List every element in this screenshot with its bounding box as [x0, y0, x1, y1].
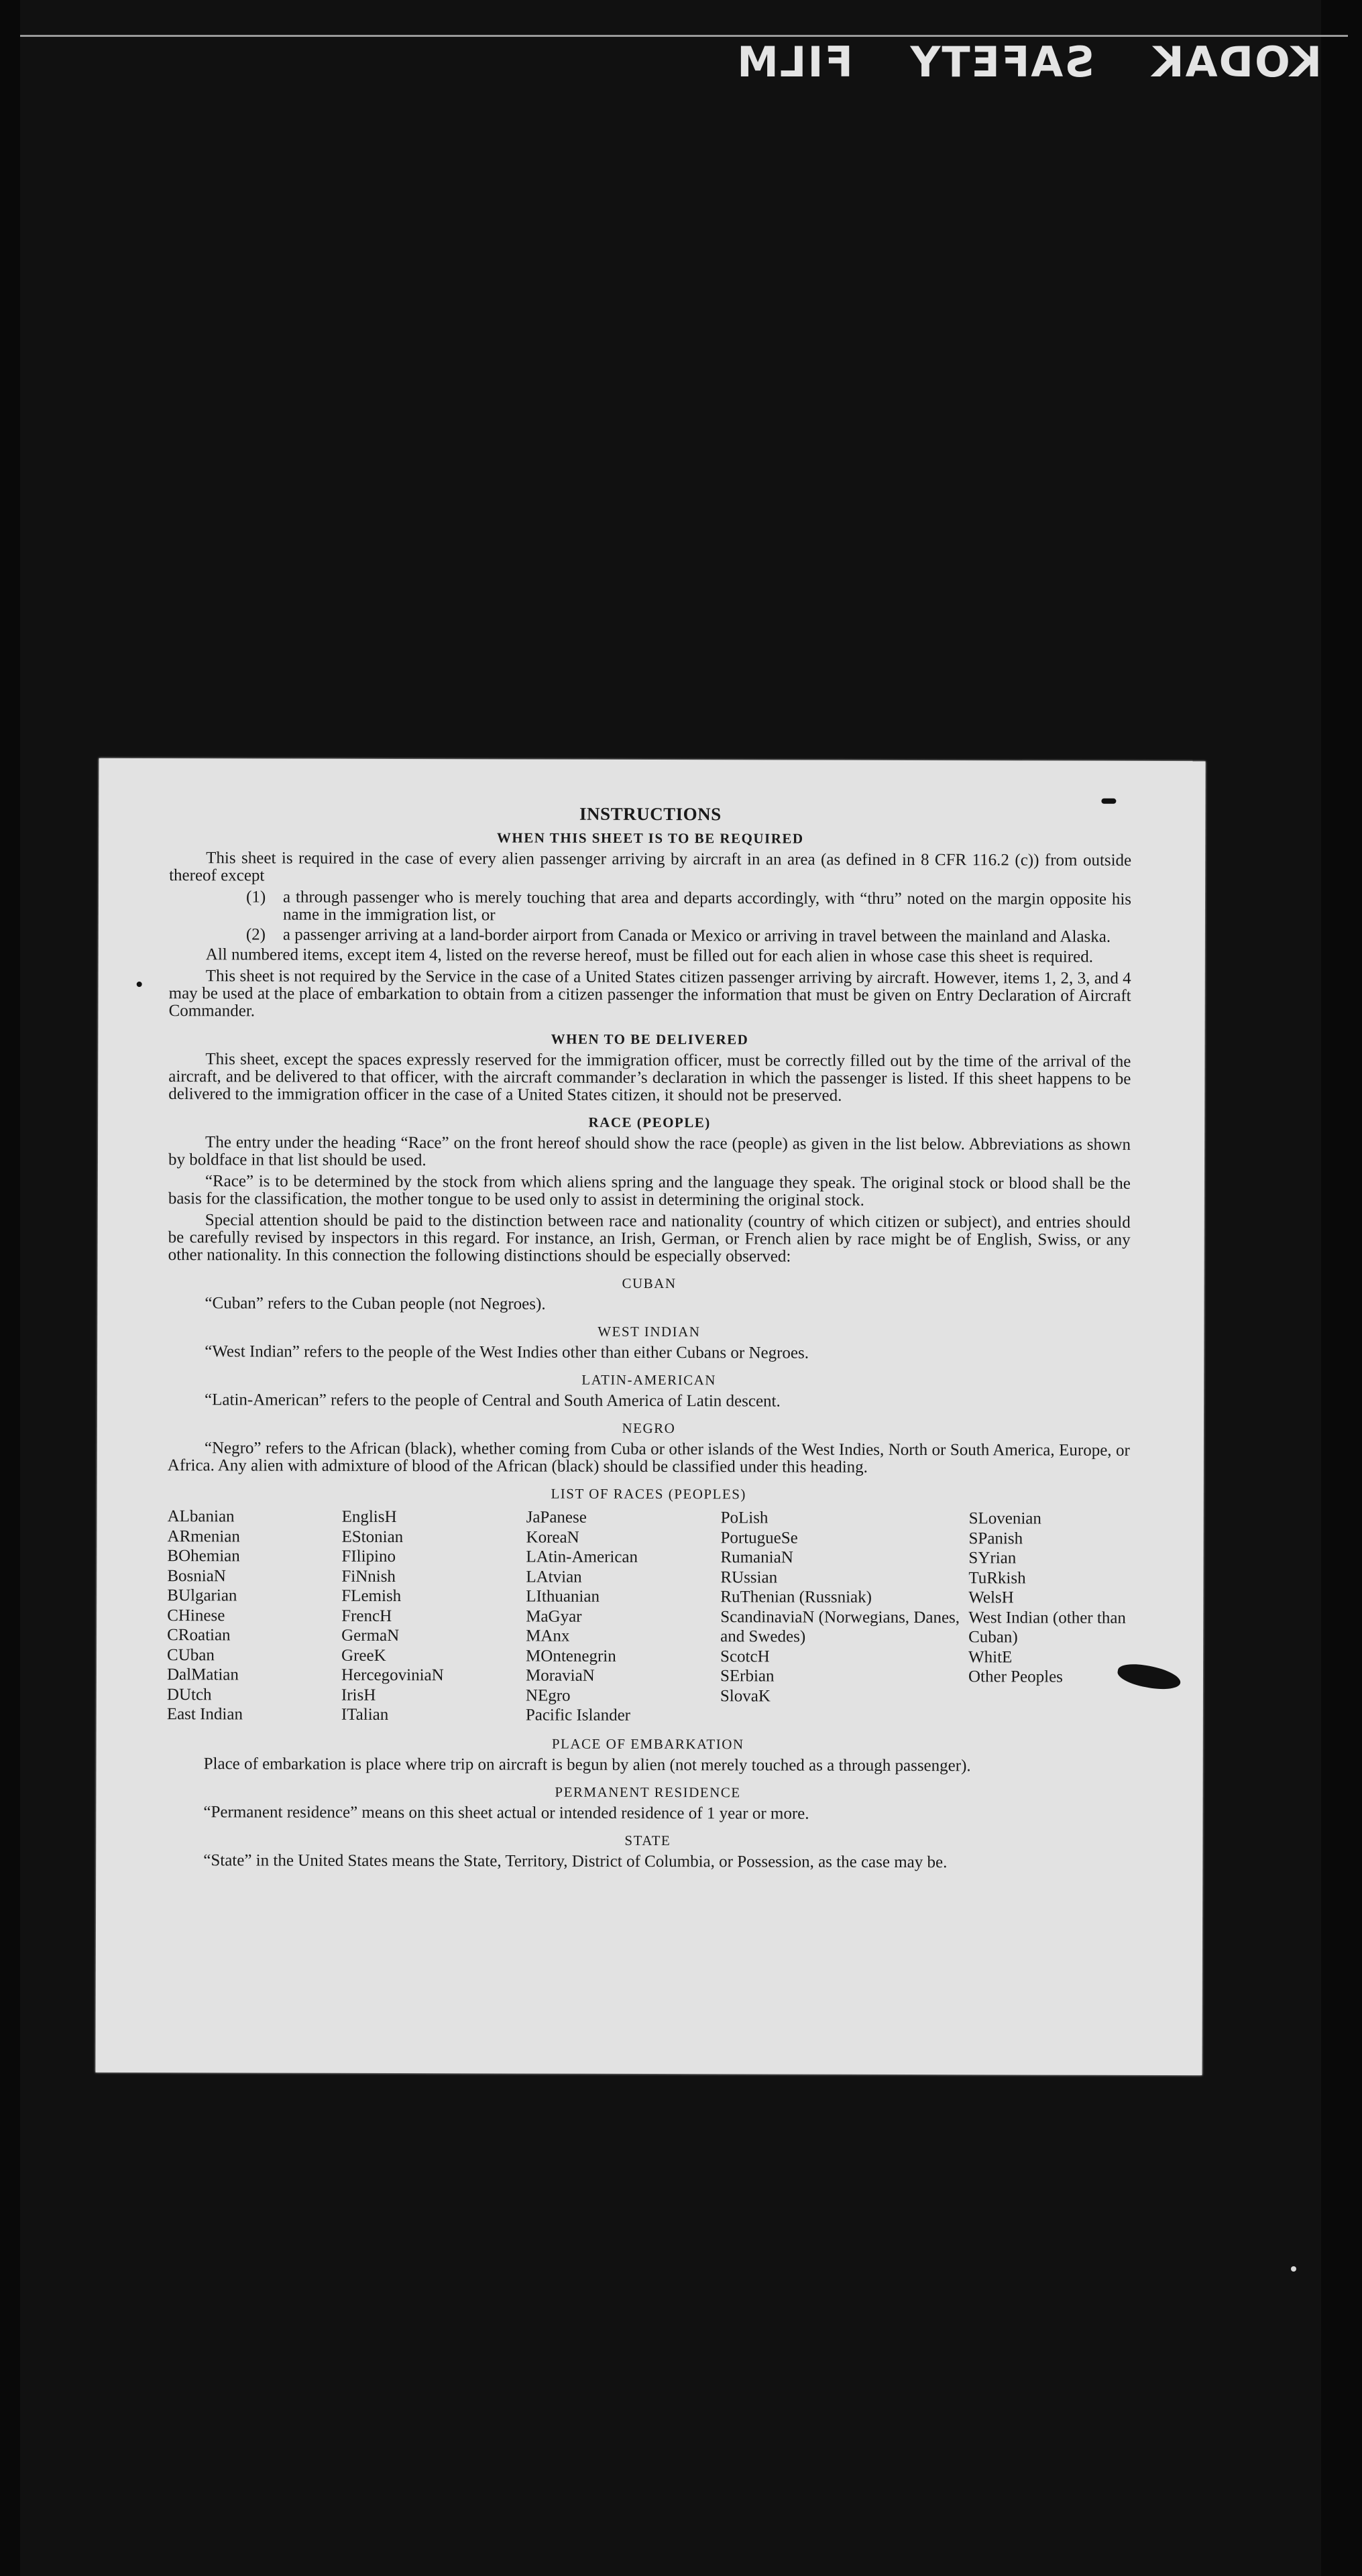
race-entry: Other Peoples [968, 1667, 1063, 1686]
race-entry: ALbanian [167, 1507, 235, 1526]
race-entry: ScandinaviaN (Norwegians, Danes, and Swedes) [720, 1607, 960, 1646]
paragraph: The entry under the heading “Race” on the front hereof should show the race (people) as given in the list below. Abbreviations as shown by boldface in that list should be used. [168, 1133, 1131, 1170]
race-entry: FrencH [341, 1606, 392, 1625]
race-entry: TuRkish [968, 1568, 1026, 1587]
race-column [720, 1508, 969, 1726]
race-entry: LAtvian [526, 1568, 582, 1586]
exception-item [246, 926, 1131, 945]
race-entry: FIlipino [341, 1547, 396, 1566]
paragraph: All numbered items, except item 4, listed on the reverse hereof, must be filled out for each alien in whose case this sheet is required. [205, 945, 1094, 966]
race-entry: SErbian [720, 1667, 775, 1686]
race-entry: MOntenegrin [526, 1647, 616, 1665]
ink-speck [137, 982, 142, 987]
exception-item [246, 888, 1131, 925]
race-entry: BosniaN [167, 1566, 226, 1585]
film-edge-line [20, 35, 1348, 37]
paragraph: “Cuban” refers to the Cuban people (not Negroes). [205, 1294, 546, 1313]
race-entry: SYrian [968, 1549, 1017, 1568]
race-entry: DUtch [166, 1685, 212, 1704]
paragraph: Special attention should be paid to the distinction between race and nationality (country of which citizen or subject), and entries should be carefully revised by inspectors in this regard. For instance, an Irish, German, or French alien by race might be of English, Swiss, or any other nationality. In this connection the following distinctions should be especially observed: [168, 1211, 1131, 1266]
race-column [341, 1507, 526, 1725]
race-entry: EnglisH [341, 1507, 397, 1527]
race-column [968, 1509, 1130, 1726]
race-entry: PortugueSe [720, 1528, 798, 1547]
paragraph: “Latin-American” refers to the people of Central and South America of Latin descent. [205, 1391, 781, 1411]
page-title: INSTRUCTIONS [579, 803, 722, 825]
race-entry: RuThenian (Russniak) [720, 1588, 872, 1606]
race-entry: SPanish [968, 1529, 1023, 1547]
document-body [166, 804, 1131, 1875]
paragraph: This sheet is not required by the Service in the case of a United States citizen passenger arriving by aircraft. However, items 1, 2, 3, and 4 may be used at the place of embarkation to obtain from a citizen passenger the information that must be given on Entry Declaration of Aircraft Commander. [168, 967, 1131, 1020]
race-entry: MoraviaN [525, 1666, 595, 1685]
exception-list [169, 888, 1131, 946]
race-list [167, 1507, 1130, 1726]
race-entry: ARmenian [167, 1527, 240, 1545]
race-entry: Pacific Islander [525, 1706, 631, 1724]
race-entry: JaPanese [526, 1508, 587, 1527]
heading-cuban: CUBAN [622, 1275, 677, 1292]
race-entry: WhitE [968, 1647, 1013, 1666]
race-entry: MaGyar [526, 1607, 582, 1626]
exception-number: (1) [245, 888, 266, 906]
race-entry: CHinese [167, 1606, 225, 1625]
race-entry: FiNnish [341, 1567, 396, 1586]
race-entry: DalMatian [166, 1665, 239, 1684]
race-entry: RUssian [720, 1568, 778, 1586]
paragraph: “State” in the United States means the State, Territory, District of Columbia, or Possession, as the case may be. [203, 1851, 948, 1871]
race-entry: RumaniaN [720, 1548, 793, 1567]
heading-permanent-residence: PERMANENT RESIDENCE [555, 1783, 741, 1800]
heading-west-indian: WEST INDIAN [598, 1323, 701, 1340]
race-entry: GreeK [341, 1646, 386, 1665]
race-entry: East Indian [166, 1705, 243, 1724]
race-entry: West Indian (other than Cuban) [968, 1608, 1126, 1647]
race-entry: HercegoviniaN [341, 1665, 444, 1685]
heading-negro: NEGRO [622, 1419, 676, 1437]
paragraph: Place of embarkation is place where trip on aircraft is begun by alien (not merely touched as a through passenger). [203, 1754, 971, 1775]
race-entry: BUlgarian [167, 1586, 237, 1605]
race-entry: NEgro [525, 1686, 571, 1705]
heading-place-of-embarkation: PLACE OF EMBARKATION [551, 1735, 744, 1752]
film-frame-code: KODAK SAFETY FILM [736, 38, 1322, 86]
race-entry: CUban [167, 1645, 215, 1664]
race-entry: GermaN [341, 1626, 400, 1645]
heading-list-of-races: LIST OF RACES (PEOPLES) [551, 1485, 746, 1503]
heading-latin-american: LATIN-AMERICAN [581, 1371, 717, 1389]
race-entry: EStonian [341, 1527, 404, 1546]
race-entry: KoreaN [526, 1528, 579, 1547]
race-entry: WelsH [968, 1588, 1014, 1607]
heading-when-required: WHEN THIS SHEET IS TO BE REQUIRED [496, 829, 804, 847]
heading-when-delivered: WHEN TO BE DELIVERED [551, 1031, 749, 1048]
race-entry: LAtin-American [526, 1547, 638, 1566]
race-entry: CRoatian [167, 1626, 231, 1645]
race-entry: PoLish [720, 1509, 769, 1527]
heading-state: STATE [624, 1832, 671, 1849]
race-entry: LIthuanian [526, 1587, 600, 1606]
race-entry: SlovaK [720, 1686, 771, 1705]
exception-text: a through passenger who is merely touching that area and departs accordingly, with “thru” noted on the margin opposite his name in the immigration list, or [282, 888, 1132, 925]
race-entry: ITalian [341, 1705, 389, 1724]
paragraph: This sheet, except the spaces expressly reserved for the immigration officer, must be correctly filled out by the time of the arrival of the aircraft, and be delivered to that officer, with the aircraft commander’s declaration in which the passenger is listed. If this sheet happens to be delivered to the immigration officer in the case of a United States citizen, it should not be preserved. [168, 1050, 1131, 1105]
paragraph: “West Indian” refers to the people of the West Indies other than either Cubans or Negroes. [205, 1342, 809, 1362]
exception-text: a passenger arriving at a land-border airport from Canada or Mexico or arriving in travel between the mainland and Alaska. [282, 925, 1111, 946]
race-entry: FLemish [341, 1586, 402, 1606]
race-entry: BOhemian [167, 1547, 240, 1566]
ink-speck [1101, 799, 1116, 804]
race-entry: SLovenian [968, 1509, 1041, 1528]
paragraph: “Negro” refers to the African (black), whether coming from Cuba or other islands of the West Indies, North or South America, Europe, or Africa. Any alien with admixture of blood of the African (black) should be classified under this heading. [167, 1439, 1130, 1476]
heading-race: RACE (PEOPLE) [588, 1114, 711, 1131]
race-entry: MAnx [526, 1627, 570, 1645]
race-column [526, 1508, 721, 1726]
exception-number: (2) [245, 925, 266, 944]
paragraph: “Race” is to be determined by the stock from which aliens spring and the language they speak. The original stock or blood shall be the basis for the classification, the mother tongue to be used only to assist in determining the original stock. [168, 1172, 1131, 1210]
race-entry: ScotcH [720, 1647, 770, 1665]
paragraph: “Permanent residence” means on this sheet actual or intended residence of 1 year or more. [203, 1802, 809, 1823]
film-speck [1291, 2266, 1296, 2272]
paragraph: This sheet is required in the case of every alien passenger arriving by aircraft in an area (as defined in 8 CFR 116.2 (c)) from outside thereof except [169, 849, 1132, 885]
race-entry: IrisH [341, 1686, 376, 1704]
race-column [167, 1507, 342, 1724]
instruction-sheet [95, 758, 1205, 2075]
